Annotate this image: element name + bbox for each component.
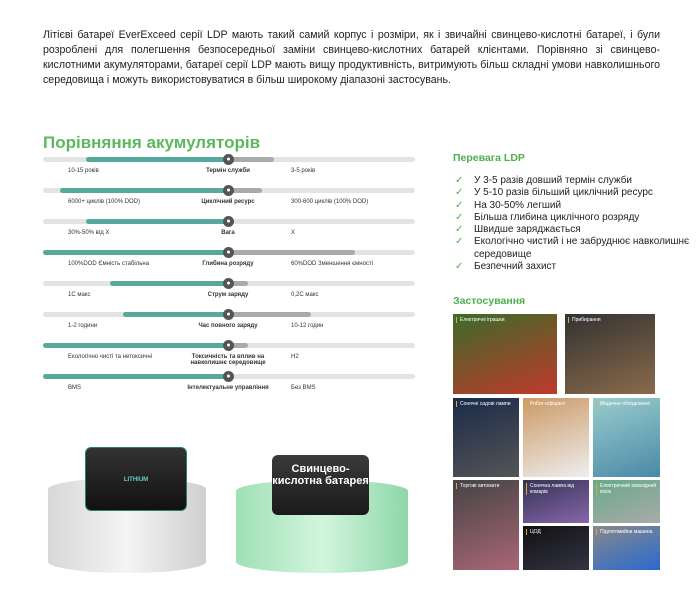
comparison-row (43, 278, 415, 308)
ldp-bar (43, 343, 228, 348)
lead-acid-value: 60%DOD Зменшення ємності (291, 261, 374, 267)
metric-name: Токсичність та вплив на навколишнє середовище (190, 354, 266, 366)
comparison-row (43, 371, 415, 401)
lead-acid-bar (228, 250, 355, 255)
comparison-title: Порівняння акумуляторів (43, 133, 261, 152)
application-label: Сонячні садові лампи (456, 401, 511, 407)
ldp-value: 1-2 години (68, 323, 98, 329)
ldp-value: Екологічно чисті та нетоксичні (68, 354, 152, 360)
advantage-text: У 5-10 разів більший циклічний ресурс (474, 187, 653, 199)
advantage-item (455, 187, 700, 199)
leaf-icon: ● (223, 340, 234, 351)
check-icon: ✓ (455, 211, 464, 223)
metric-name: Струм заряду (207, 292, 249, 298)
ldp-value: BMS (68, 385, 82, 391)
ldp-value: 100%DOD Ємність стабільна (68, 261, 150, 267)
comparison-row (43, 185, 415, 215)
lead-acid-bar (228, 312, 311, 317)
intro-paragraph: Літієві батареї EverExceed серії LDP мають такий самий корпус і розміри, як і звичайні свинцево-кислотні батареї, і були розроблені для полегшення безпосередньої заміни свинцево-кислотних батарей клієнтами. Порівняно зі свинцево-кислотними акумуляторами, батареї серії LDP мають вищу продуктивність, витримують більш складні умови навколишнього середовища і можуть використовуватися в більш широкому діапазоні застосувань. (43, 29, 660, 86)
application-tile (453, 480, 519, 570)
application-tile (593, 526, 660, 570)
ldp-battery-image (85, 447, 187, 511)
lead-acid-value: X (291, 230, 296, 236)
metric-name: Термін служби (206, 168, 250, 174)
advantage-item (455, 212, 700, 224)
ldp-value: 10-15 років (68, 168, 99, 174)
application-label: Прибирання (568, 317, 601, 323)
check-icon: ✓ (455, 199, 464, 211)
check-icon: ✓ (455, 224, 464, 236)
application-tile (593, 480, 660, 523)
application-tile (453, 398, 519, 477)
ldp-bar (86, 157, 228, 162)
ldp-value: 6000+ циклів (100% DOD) (68, 199, 141, 205)
metric-name: Час повного заряду (198, 323, 258, 329)
ldp-bar (123, 312, 228, 317)
application-label: Торгові автомати (456, 483, 499, 489)
metric-name: Циклічний ресурс (201, 199, 255, 205)
ldp-bar (110, 281, 228, 286)
application-tile (523, 398, 589, 477)
weight-icon: ● (223, 216, 234, 227)
metric-name: Вага (221, 230, 235, 236)
comparison-row (43, 216, 415, 246)
lead-battery-label: Свинцево-кислотна батарея (272, 463, 369, 487)
advantage-text: Більша глибина циклічного розряду (474, 211, 640, 223)
advantages-list (455, 175, 700, 273)
lead-acid-value: H2 (291, 354, 299, 360)
advantage-text: Екологічно чистий і не забруднює навколишнє середовище (474, 236, 690, 260)
comparison-row (43, 247, 415, 277)
advantage-item (455, 236, 700, 261)
lead-acid-bar (228, 157, 274, 162)
ldp-bar (86, 219, 228, 224)
metric-name: Інтелектуальне управління (187, 385, 269, 391)
application-tile (523, 526, 589, 570)
metric-name: Глибина розряду (202, 261, 254, 267)
check-icon: ✓ (455, 236, 464, 248)
battery-icon: ● (223, 247, 234, 258)
application-label: Медичне обладнання (596, 401, 650, 407)
ldp-bar (43, 374, 228, 379)
advantage-item (455, 200, 700, 212)
check-icon: ✓ (455, 175, 464, 186)
lead-battery-image (272, 455, 369, 515)
advantage-text: У 3-5 разів довший термін служби (474, 175, 633, 186)
application-tile (523, 480, 589, 523)
application-label: ЦОД (526, 529, 541, 535)
ldp-value: 30%-50% від X (68, 230, 110, 236)
advantage-text: Швидше заряджається (474, 224, 581, 236)
pulse-icon: ● (223, 278, 234, 289)
lead-acid-value: 0,2C макс (291, 292, 319, 298)
advantage-item (455, 261, 700, 273)
application-tile (565, 314, 655, 394)
chip-icon: ● (223, 371, 234, 382)
comparison-row (43, 340, 415, 370)
lead-acid-value: 3-5 років (291, 168, 316, 174)
check-icon: ✓ (455, 187, 464, 199)
charge-time-icon: ● (223, 309, 234, 320)
cycle-icon: ● (223, 185, 234, 196)
advantage-text: На 30-50% легший (474, 199, 562, 211)
advantages-title: Перевага LDP (453, 152, 525, 164)
application-label: Електричні іграшки (456, 317, 505, 323)
advantage-text: Безпечний захист (474, 261, 557, 273)
check-icon: ✓ (455, 261, 464, 273)
application-label: Підлогомийна машина (596, 529, 652, 535)
application-tile (593, 398, 660, 477)
lead-acid-value: 10-12 годин (291, 323, 324, 329)
lead-acid-value: Без BMS (291, 385, 316, 391)
ldp-battery-brand: LITHIUM (123, 477, 149, 483)
ldp-bar (43, 250, 228, 255)
advantage-item (455, 224, 700, 236)
clock-icon: ● (223, 154, 234, 165)
ldp-bar (60, 188, 228, 193)
application-label: Електричний інвалідний візок (596, 483, 660, 495)
application-label: Робот-офіціант (526, 401, 565, 407)
comparison-row (43, 154, 415, 184)
application-tile (453, 314, 557, 394)
applications-title: Застосування (453, 295, 526, 307)
advantage-item (455, 175, 700, 187)
ldp-value: 1C макс (68, 292, 91, 298)
application-label: Сонячна лампа від комарів (526, 483, 589, 495)
lead-acid-value: 300-600 циклів (100% DOD) (291, 199, 369, 205)
comparison-row (43, 309, 415, 339)
